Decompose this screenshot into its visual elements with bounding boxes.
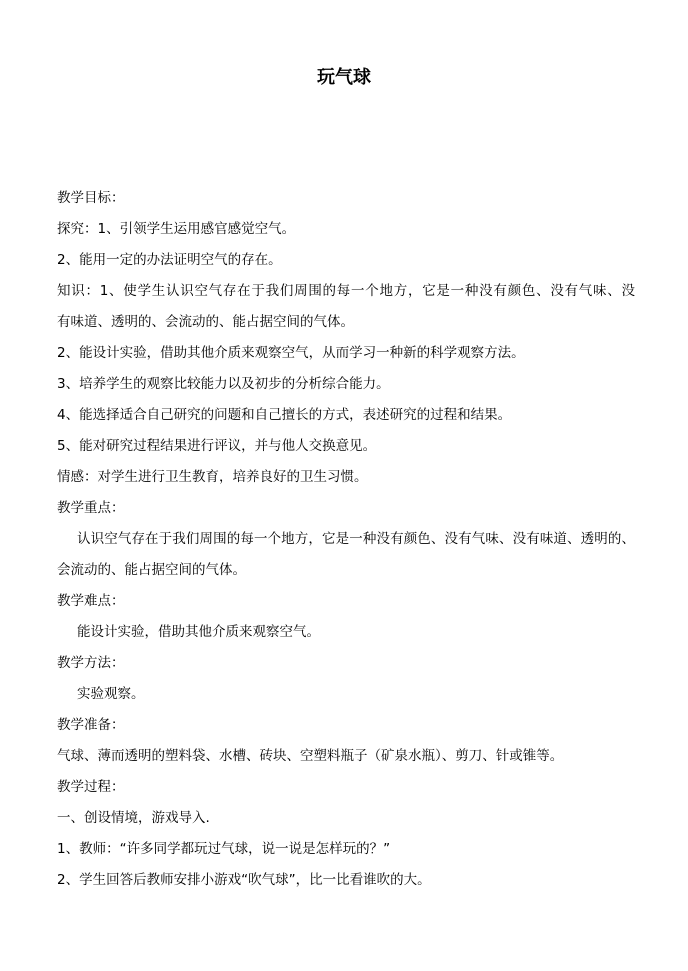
text-line: 有味道、透明的、会流动的、能占据空间的气体。 — [57, 314, 354, 330]
text-line: 教学难点： — [57, 593, 125, 609]
text-line: 2、学生回答后教师安排小游戏“吹气球”，比一比看谁吹的大。 — [57, 872, 431, 888]
text-line: 1、教师：“许多同学都玩过气球，说一说是怎样玩的？” — [57, 841, 391, 857]
text-line: 知识：1、使学生认识空气存在于我们周围的每一个地方，它是一种没有颜色、没有气味、没 — [57, 283, 635, 299]
text-line: 认识空气存在于我们周围的每一个地方，它是一种没有颜色、没有气味、没有味道、透明的、 — [77, 531, 635, 547]
text-line: 教学过程： — [57, 779, 125, 795]
document-title: 玩气球 — [317, 67, 371, 88]
text-line: 2、能用一定的办法证明空气的存在。 — [57, 252, 282, 268]
text-line: 实验观察。 — [77, 686, 145, 702]
text-line: 气球、薄而透明的塑料袋、水槽、砖块、空塑料瓶子（矿泉水瓶）、剪刀、针或锥等。 — [57, 748, 564, 764]
text-line: 教学方法： — [57, 655, 125, 671]
document-body — [57, 183, 635, 896]
text-line: 会流动的、能占据空间的气体。 — [57, 562, 246, 578]
text-line: 2、能设计实验，借助其他介质来观察空气，从而学习一种新的科学观察方法。 — [57, 345, 525, 361]
text-line: 探究：1、引领学生运用感官感觉空气。 — [57, 221, 296, 237]
text-line: 教学目标： — [57, 190, 125, 206]
text-line: 教学重点： — [57, 500, 125, 516]
text-line: 4、能选择适合自己研究的问题和自己擅长的方式，表述研究的过程和结果。 — [57, 407, 512, 423]
text-line: 教学准备： — [57, 717, 125, 733]
text-line: 情感：对学生进行卫生教育，培养良好的卫生习惯。 — [57, 469, 368, 485]
text-line: 一、创设情境，游戏导入. — [57, 810, 210, 826]
text-line: 3、培养学生的观察比较能力以及初步的分析综合能力。 — [57, 376, 390, 392]
text-line: 能设计实验，借助其他介质来观察空气。 — [77, 624, 320, 640]
text-line: 5、能对研究过程结果进行评议，并与他人交换意见。 — [57, 438, 377, 454]
